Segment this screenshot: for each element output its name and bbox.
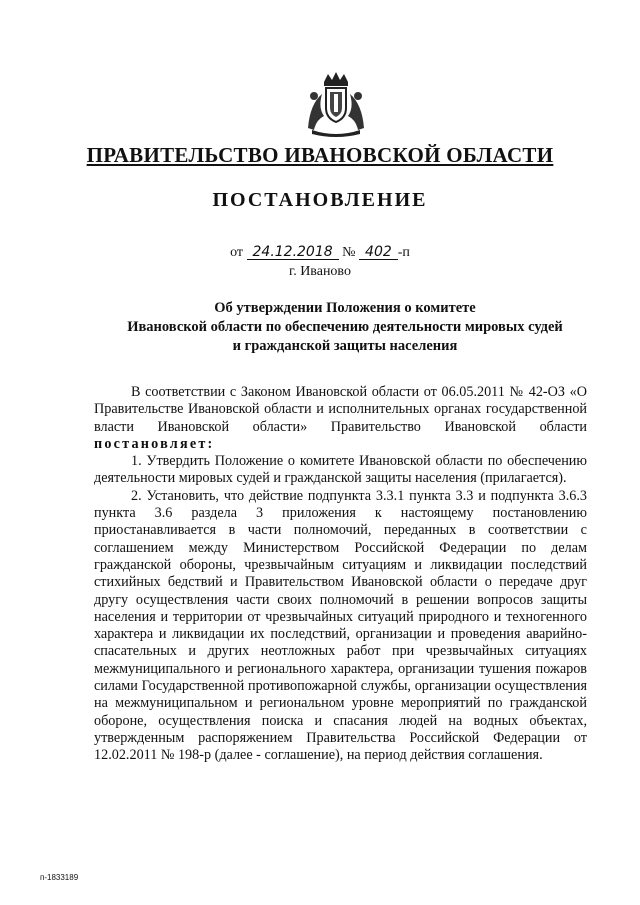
ivanovo-coat-of-arms-icon [300, 68, 372, 140]
preamble-paragraph [94, 384, 587, 453]
date-prefix: от [230, 245, 243, 260]
footer-code: п-1833189 [40, 873, 79, 882]
document-number: 402 [359, 245, 398, 260]
subject-line-2: Ивановской области по обеспечению деятельности мировых судей [127, 319, 563, 335]
preamble-text: В соответствии с Законом Ивановской области от 06.05.2011 № 42-ОЗ «О Правительстве Ивановской области и исполнительных органах государственной власти Ивановской области» Правительство Ивановской области [94, 384, 587, 435]
registration-line [0, 245, 640, 261]
subject-line-1: Об утверждении Положения о комитете [214, 300, 476, 316]
item-1: 1. Утвердить Положение о комитете Ивановской области по обеспечению деятельности мировых судей и гражданской защиты населения (прилагается). [94, 453, 587, 487]
subject-line-3: и гражданской защиты населения [232, 338, 458, 354]
number-sign: № [342, 245, 356, 260]
government-title: ПРАВИТЕЛЬСТВО ИВАНОВСКОЙ ОБЛАСТИ [86, 143, 554, 167]
document-subject [90, 299, 600, 356]
city: г. Иваново [289, 264, 351, 279]
number-suffix: -п [397, 245, 410, 260]
item-2: 2. Установить, что действие подпункта 3.3.1 пункта 3.3 и подпункта 3.6.3 пункта 3.6 раздела 3 приложения к настоящему постановлению приостанавливается в части полномочий, переданных в соответствии с соглашением между Министерством Российской Федерации по делам гражданской обороны, чрезвычайным ситуациям и ликвидации последствий стихийных бедствий и Правительством Ивановской области о передаче друг другу осуществления части своих полномочий в решении вопросов защиты населения и территории от чрезвычайных ситуаций природного и техногенного характера и ликвидации их последствий, организации и проведения аварийно-спасательных и других неотложных работ при чрезвычайных ситуациях межмуниципального и регионального характера, организации тушения пожаров силами Государственной противопожарной службы, организации осуществления на межмуниципальном и региональном уровне мероприятий по гражданской обороне, осуществления поиска и спасания людей на водных объектах, утвержденным распоряжением Правительства Российской Федерации от 12.02.2011 № 198-р (далее - соглашение), на период действия соглашения. [94, 487, 587, 764]
document-type: ПОСТАНОВЛЕНИЕ [212, 189, 428, 211]
decree-word: постановляет: [94, 435, 215, 452]
document-date: 24.12.2018 [247, 245, 339, 260]
document-body [94, 384, 587, 765]
